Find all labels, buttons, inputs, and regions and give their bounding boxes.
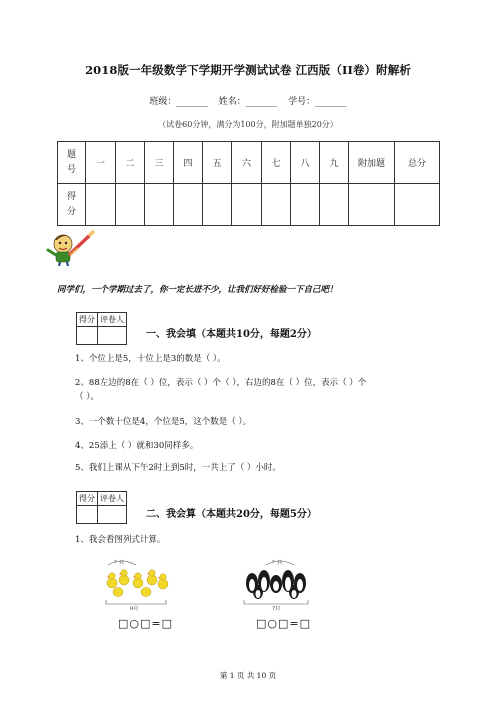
grader-name-cell[interactable] (98, 506, 127, 524)
score-cell[interactable] (86, 184, 116, 226)
grader-name-label: 评卷人 (98, 492, 127, 506)
col-header: 四 (174, 142, 203, 184)
grader-box-section2 (76, 491, 127, 524)
penguins-bottom-label: 7只 (272, 606, 281, 612)
class-field[interactable]: 班级：_______ (149, 97, 208, 107)
col-header: 总分 (395, 142, 440, 184)
col-header: 三 (145, 142, 174, 184)
chicks-top-label: ？只 (114, 560, 125, 566)
question-5: 5、我们上课从下午2时上到5时，一共上了（ ）小时。 (75, 463, 281, 473)
score-table (57, 141, 440, 226)
section2-heading: 二、我会算（本题共20分，每题5分） (146, 509, 317, 520)
score-cell[interactable] (232, 184, 262, 226)
question-1: 1、个位上是5，十位上是3的数是（ ）。 (75, 354, 226, 364)
col-header: 五 (203, 142, 232, 184)
student-id-field[interactable]: 学号：_______ (288, 97, 347, 107)
exam-note: （试卷60分钟，满分为100分，附加题单独20分） (158, 120, 338, 129)
score-cell[interactable] (291, 184, 320, 226)
col-header: 六 (232, 142, 262, 184)
penguins-figure (240, 556, 312, 612)
page-footer: 第 1 页 共 10 页 (219, 671, 277, 680)
page-title: 2018版一年级数学下学期开学测试试卷 江西版（II卷）附解析 (85, 63, 411, 77)
score-cell[interactable] (395, 184, 440, 226)
question-2-continued: （ ）。 (75, 392, 99, 402)
score-cell[interactable] (145, 184, 174, 226)
name-field[interactable]: 姓名：_______ (218, 97, 278, 107)
question-number-header: 题号 (58, 142, 86, 184)
formula-right[interactable]: □○□=□ (256, 617, 311, 630)
col-header: 八 (291, 142, 320, 184)
score-cell[interactable] (203, 184, 232, 226)
grader-name-label: 评卷人 (98, 313, 127, 327)
grader-name-cell[interactable] (98, 327, 127, 345)
grader-score-label: 得分 (77, 313, 98, 327)
col-header: 一 (86, 142, 116, 184)
grader-score-label: 得分 (77, 492, 98, 506)
score-cell[interactable] (262, 184, 291, 226)
grader-score-cell[interactable] (77, 506, 98, 524)
score-cell[interactable] (174, 184, 203, 226)
greeting-text: 同学们，一个学期过去了，你一定长进不少，让我们好好检验一下自己吧！ (57, 285, 338, 295)
chicks-figure (102, 556, 170, 612)
col-header: 附加题 (349, 142, 395, 184)
chicks-illustration (102, 556, 170, 612)
student-info (0, 94, 496, 107)
col-header: 二 (116, 142, 145, 184)
question-4: 4、25添上（ ）就和30同样多。 (75, 441, 199, 451)
question-3: 3、一个数十位是4，个位是5，这个数是（ ）。 (75, 417, 252, 427)
col-header: 九 (320, 142, 349, 184)
grader-score-cell[interactable] (77, 327, 98, 345)
score-cell[interactable] (116, 184, 145, 226)
col-header: 七 (262, 142, 291, 184)
score-cell[interactable] (349, 184, 395, 226)
chicks-bottom-label: 9只 (130, 606, 139, 612)
penguins-top-label: ？只 (272, 560, 283, 566)
section2-question-1: 1、我会看图列式计算。 (75, 535, 166, 545)
formula-left[interactable]: □○□=□ (118, 617, 173, 630)
grader-box-section1 (76, 312, 127, 345)
score-row-header: 得分 (58, 184, 86, 226)
pencil-mascot-icon (45, 228, 100, 266)
section1-heading: 一、我会填（本题共10分，每题2分） (146, 329, 317, 340)
score-cell[interactable] (320, 184, 349, 226)
question-2: 2、88左边的8在（ ）位，表示（ ）个（ ），右边的8在（ ）位，表示（ ）个 (75, 378, 367, 388)
